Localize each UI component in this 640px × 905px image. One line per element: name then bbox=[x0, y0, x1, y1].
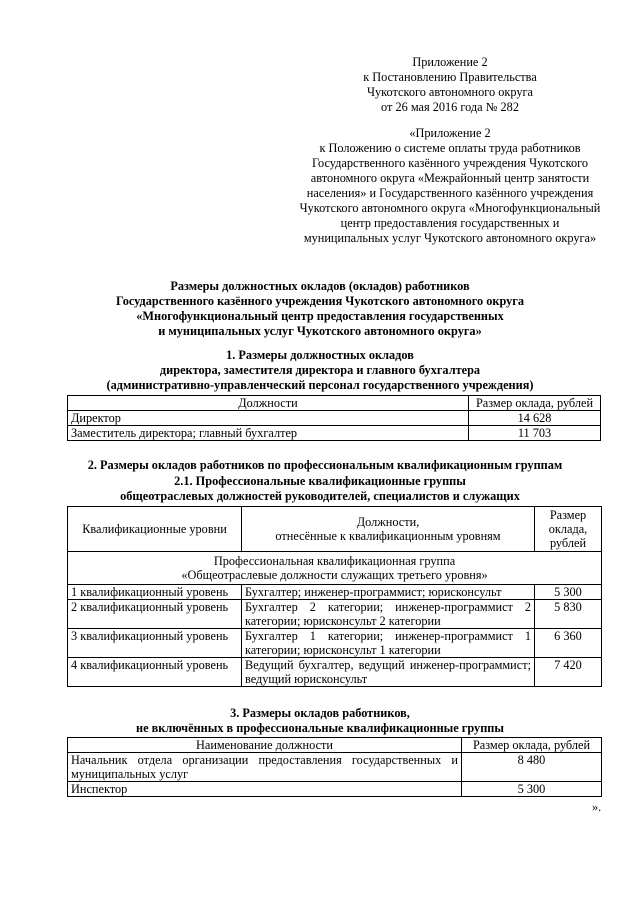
table-row bbox=[68, 753, 602, 782]
section1-title-line: 1. Размеры должностных окладов bbox=[226, 348, 414, 362]
positions-cell: Бухгалтер 1 категории; инженер-программист 1 категории; юрисконсульт 1 категории bbox=[242, 629, 535, 658]
document-title-line: «Многофункциональный центр предоставления государственных bbox=[136, 309, 504, 323]
table-row bbox=[68, 426, 601, 441]
column-header: Размер оклада, рублей bbox=[469, 396, 601, 411]
section2-title: 2. Размеры окладов работников по профессиональным квалификационным группам bbox=[87, 458, 563, 472]
table-row bbox=[68, 782, 602, 797]
appendix-quote-line: населения» и Государственного казённого учреждения bbox=[306, 186, 594, 200]
level-cell: 2 квалификационный уровень bbox=[68, 600, 242, 629]
table-row bbox=[68, 600, 602, 629]
section1-title-line: (административно-управленческий персонал государственного учреждения) bbox=[106, 378, 534, 392]
table-header-row bbox=[68, 507, 602, 552]
section2-subtitle bbox=[40, 474, 600, 504]
header-line: Должности, bbox=[356, 515, 420, 529]
section2-subtitle-line: общеотраслевых должностей руководителей, специалистов и служащих bbox=[120, 489, 520, 503]
level-cell: 1 квалификационный уровень bbox=[68, 585, 242, 600]
positions-cell: Ведущий бухгалтер, ведущий инженер-программист; ведущий юрисконсульт bbox=[242, 658, 535, 687]
appendix-quote-line: муниципальных услуг Чукотского автономного округа» bbox=[303, 231, 597, 245]
table-header-row bbox=[68, 396, 601, 411]
column-header: Должности bbox=[68, 396, 469, 411]
positions-cell: Бухгалтер 2 категории; инженер-программист 2 категории; юрисконсульт 2 категории bbox=[242, 600, 535, 629]
salary-cell: 14 628 bbox=[469, 411, 601, 426]
table-row bbox=[68, 585, 602, 600]
level-cell: 4 квалификационный уровень bbox=[68, 658, 242, 687]
table-row bbox=[68, 411, 601, 426]
column-header-salary bbox=[535, 507, 602, 552]
appendix-header-line: Приложение 2 bbox=[412, 55, 488, 69]
group-line: Профессиональная квалификационная группа bbox=[213, 554, 456, 568]
document-title-line: Размеры должностных окладов (окладов) работников bbox=[170, 279, 470, 293]
appendix-header-line: Чукотского автономного округа bbox=[367, 85, 533, 99]
section3-title-line: 3. Размеры окладов работников, bbox=[230, 706, 410, 720]
group-line: «Общеотраслевые должности служащих третьего уровня» bbox=[181, 568, 488, 582]
position-cell: Инспектор bbox=[68, 782, 462, 797]
table-row bbox=[68, 629, 602, 658]
position-cell: Директор bbox=[68, 411, 469, 426]
section1-title-line: директора, заместителя директора и главного бухгалтера bbox=[159, 363, 481, 377]
section1-table bbox=[67, 395, 601, 441]
table-row bbox=[68, 658, 602, 687]
appendix-quote-line: автономного округа «Межрайонный центр занятости bbox=[310, 171, 590, 185]
section3-title-line: не включённых в профессиональные квалификационные группы bbox=[136, 721, 504, 735]
section1-title bbox=[40, 348, 600, 393]
closing-quote-mark: ». bbox=[592, 800, 602, 814]
salary-cell: 5 830 bbox=[535, 600, 602, 629]
section2-subtitle-line: 2.1. Профессиональные квалификационные группы bbox=[174, 474, 466, 488]
salary-cell: 11 703 bbox=[469, 426, 601, 441]
header-line: оклада, bbox=[548, 522, 588, 536]
salary-cell: 8 480 bbox=[462, 753, 602, 782]
document-title bbox=[40, 279, 600, 339]
salary-cell: 5 300 bbox=[535, 585, 602, 600]
appendix-quote-line: Чукотского автономного округа «Многофункциональный bbox=[299, 201, 601, 215]
salary-cell: 6 360 bbox=[535, 629, 602, 658]
appendix-header bbox=[290, 55, 610, 115]
positions-cell: Бухгалтер; инженер-программист; юрисконсульт bbox=[242, 585, 535, 600]
group-cell bbox=[68, 552, 602, 585]
appendix-header-line: к Постановлению Правительства bbox=[363, 70, 537, 84]
group-row bbox=[68, 552, 602, 585]
appendix-quote-line: к Положению о системе оплаты труда работников bbox=[319, 141, 581, 155]
document-title-line: и муниципальных услуг Чукотского автономного округа» bbox=[158, 324, 482, 338]
header-line: рублей bbox=[549, 536, 587, 550]
salary-cell: 7 420 bbox=[535, 658, 602, 687]
column-header-positions bbox=[242, 507, 535, 552]
appendix-quote-line: центр предоставления государственных и bbox=[340, 216, 560, 230]
document-title-line: Государственного казённого учреждения Чукотского автономного округа bbox=[115, 294, 525, 308]
section3-table bbox=[67, 737, 602, 797]
salary-cell: 5 300 bbox=[462, 782, 602, 797]
position-cell: Заместитель директора; главный бухгалтер bbox=[68, 426, 469, 441]
column-header-levels: Квалификационные уровни bbox=[68, 507, 242, 552]
appendix-quote bbox=[280, 126, 620, 246]
header-line: Размер bbox=[549, 508, 587, 522]
column-header: Наименование должности bbox=[68, 738, 462, 753]
section3-title bbox=[40, 706, 600, 736]
level-cell: 3 квалификационный уровень bbox=[68, 629, 242, 658]
column-header: Размер оклада, рублей bbox=[462, 738, 602, 753]
header-line: отнесённые к квалификационным уровням bbox=[275, 529, 501, 543]
position-cell: Начальник отдела организации предоставления государственных и муниципальных услуг bbox=[68, 753, 462, 782]
appendix-quote-line: Государственного казённого учреждения Чукотского bbox=[311, 156, 589, 170]
section2-table bbox=[67, 506, 602, 687]
appendix-header-line: от 26 мая 2016 года № 282 bbox=[381, 100, 519, 114]
appendix-quote-line: «Приложение 2 bbox=[409, 126, 491, 140]
table-header-row bbox=[68, 738, 602, 753]
